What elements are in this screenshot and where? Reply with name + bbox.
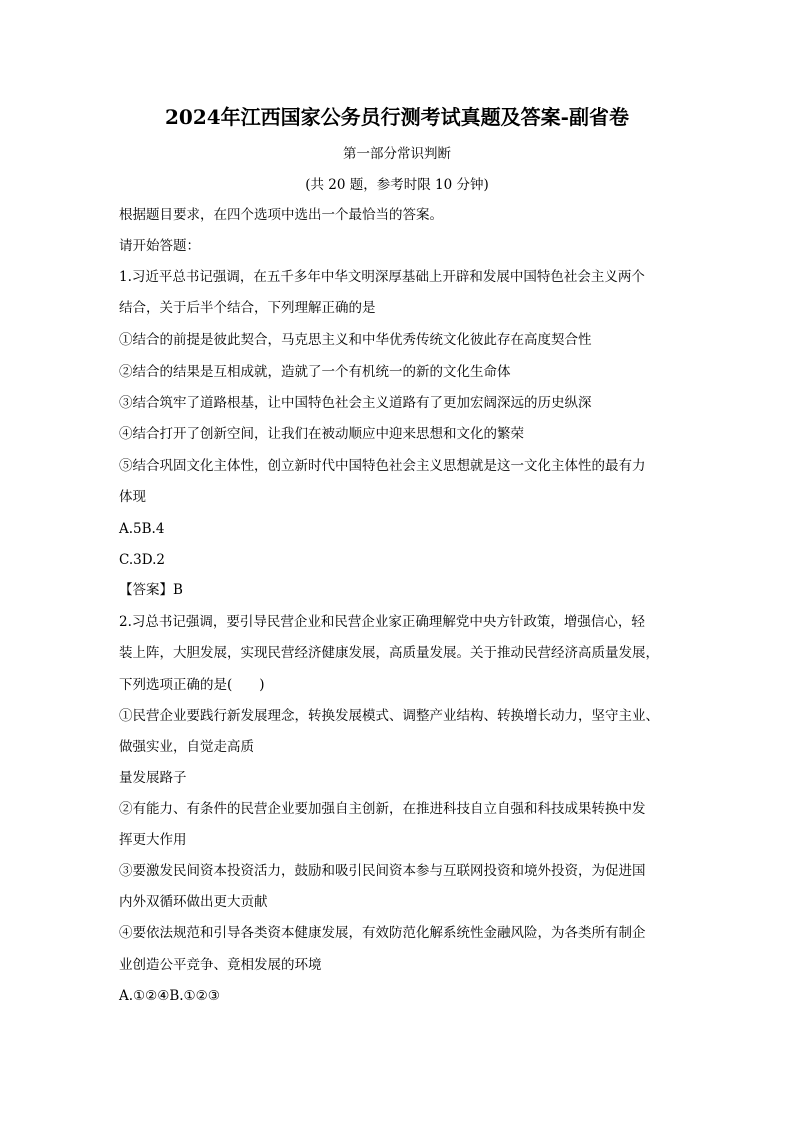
q2-item-3-line-2: 内外双循环做出更大贡献 — [119, 894, 268, 910]
q1-item-1: ①结合的前提是彼此契合，马克思主义和中华优秀传统文化彼此存在高度契合性 — [119, 332, 592, 348]
q2-options-line-1: A.①②④B.①②③ — [119, 988, 220, 1004]
document-title: 2024年江西国家公务员行测考试真题及答案-副省卷 — [165, 105, 629, 129]
q2-item-1-line-3: 量发展路子 — [119, 770, 187, 786]
q2-item-3-line-1: ③要激发民间资本投资活力，鼓励和吸引民间资本参与互联网投资和境外投资，为促进国 — [119, 863, 646, 879]
section-note: (共 20 题，参考时限 10 分钟) — [305, 177, 489, 193]
q2-item-1-line-1: ①民营企业要践行新发展理念，转换发展模式、调整产业结构、转换增长动力，坚守主业、 — [119, 708, 659, 724]
q1-stem-line-1: 1.习近平总书记强调，在五千多年中华文明深厚基础上开辟和发展中国特色社会主义两个 — [119, 269, 645, 285]
q1-options-line-2: C.3D.2 — [119, 552, 165, 568]
q1-item-4: ④结合打开了创新空间，让我们在被动顺应中迎来思想和文化的繁荣 — [119, 426, 524, 442]
q2-item-2-line-2: 挥更大作用 — [119, 832, 187, 848]
q2-item-4-line-2: 业创造公平竞争、竟相发展的环境 — [119, 957, 322, 973]
q1-answer: 【答案】B — [119, 582, 183, 598]
q2-item-2-line-1: ②有能力、有条件的民营企业要加强自主创新，在推进科技自立自强和科技成果转换中发 — [119, 801, 646, 817]
q2-stem-line-1: 2.习总书记强调，要引导民营企业和民营企业家正确理解党中央方针政策，增强信心，轻 — [119, 614, 645, 630]
q1-item-5-line-1: ⑤结合巩固文化主体性，创立新时代中国特色社会主义思想就是这一文化主体性的最有力 — [119, 458, 646, 474]
start-prompt: 请开始答题： — [119, 238, 200, 254]
q1-item-2: ②结合的结果是互相成就，造就了一个有机统一的新的文化生命体 — [119, 364, 511, 380]
q2-stem-line-3: 下列选项正确的是( ) — [119, 677, 265, 693]
q1-options-line-1: A.5B.4 — [119, 521, 165, 537]
instruction-text: 根据题目要求，在四个选项中选出一个最恰当的答案。 — [119, 207, 443, 223]
section-title: 第一部分常识判断 — [343, 146, 451, 162]
q2-item-1-line-2: 做强实业，自觉走高质 — [119, 739, 254, 755]
q2-stem-line-2: 装上阵，大胆发展，实现民营经济健康发展，高质量发展。关于推动民营经济高质量发展， — [119, 645, 659, 661]
q2-item-4-line-1: ④要依法规范和引导各类资本健康发展，有效防范化解系统性金融风险，为各类所有制企 — [119, 925, 646, 941]
q1-item-3: ③结合筑牢了道路根基，让中国特色社会主义道路有了更加宏阔深远的历史纵深 — [119, 395, 592, 411]
q1-stem-line-2: 结合，关于后半个结合，下列理解正确的是 — [119, 300, 376, 316]
q1-item-5-line-2: 体现 — [119, 489, 146, 505]
